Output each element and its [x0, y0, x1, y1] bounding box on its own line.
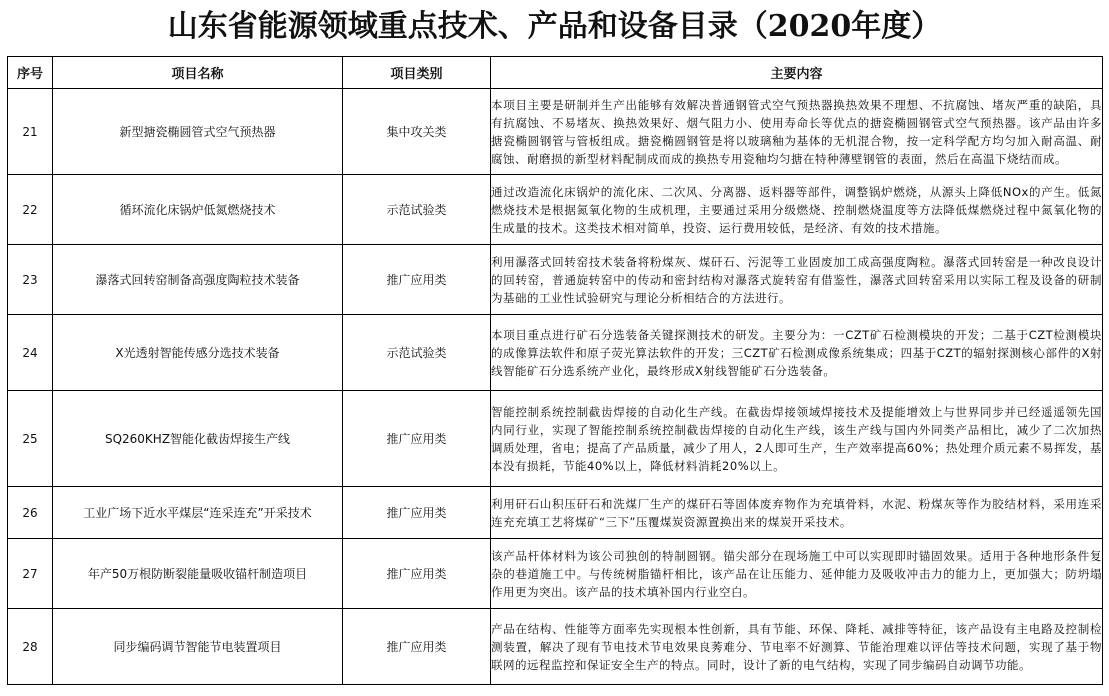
header-num: 序号: [8, 57, 53, 89]
table-row: [8, 539, 1103, 609]
row-num: 26: [8, 487, 53, 539]
row-content: [491, 539, 1103, 609]
row-name: SQ260KHZ智能化截齿焊接生产线: [53, 391, 343, 487]
row-name: X光透射智能传感分选技术装备: [53, 315, 343, 391]
row-num: 23: [8, 245, 53, 315]
table-row: [8, 315, 1103, 391]
row-num: 28: [8, 609, 53, 685]
row-category: 集中攻关类: [343, 89, 491, 175]
row-name: 瀑落式回转窑制备高强度陶粒技术装备: [53, 245, 343, 315]
row-content-text: 智能控制系统控制截齿焊接的自动化生产线。在截齿焊接领域焊接技术及提能增效上与世界同步并已经遥遥领先国内同行业，实现了智能控制系统控制截齿焊接的自动化生产线，该生产线与国内外同类产品相比，减少了二次加热调质处理，省电；提高了产品质量，减少了用人，2人即可生产，生产效率提高60%；热处理介质元素不易挥发，基本没有损耗，节能40%以上，降低材料消耗20%以上。: [491, 404, 1102, 473]
row-content-text: 利用瀑落式回转窑技术装备将粉煤灰、煤矸石、污泥等工业固废加工成高强度陶粒。瀑落式回转窑是一种改良设计的回转窑，普通旋转窑中的传动和密封结构对瀑落式旋转窑有借鉴性，瀑落式回转窑采用以实际工程及设备的研制为基础的工业性试验研究与理论分析相结合的方法进行。: [491, 254, 1102, 305]
row-num: 27: [8, 539, 53, 609]
table-row: [8, 391, 1103, 487]
table-header: [8, 57, 1103, 89]
table-body: [8, 89, 1103, 685]
row-category: 示范试验类: [343, 175, 491, 245]
table-row: [8, 487, 1103, 539]
header-name: 项目名称: [53, 57, 343, 89]
document-title: 山东省能源领域重点技术、产品和设备目录（2020年度）: [167, 9, 942, 44]
row-name: 工业广场下近水平煤层“连采连充”开采技术: [53, 487, 343, 539]
row-num: 25: [8, 391, 53, 487]
row-content: [491, 89, 1103, 175]
row-content-text: 利用矸石山积压矸石和洗煤厂生产的煤矸石等固体废弃物作为充填骨料，水泥、粉煤灰等作为胶结材料，采用连采连充充填工艺将煤矿“三下”压覆煤炭资源置换出来的煤炭开采技术。: [491, 496, 1102, 529]
catalog-table: [7, 56, 1103, 685]
row-num: 24: [8, 315, 53, 391]
row-name: 循环流化床锅炉低氮燃烧技术: [53, 175, 343, 245]
row-content: [491, 245, 1103, 315]
row-category: 推广应用类: [343, 609, 491, 685]
header-row: [8, 57, 1103, 89]
row-content: [491, 391, 1103, 487]
row-content-text: 产品在结构、性能等方面率先实现根本性创新，具有节能、环保、降耗、减排等特征，该产品设有主电路及控制检测装置，解决了现有节电技术节电效果良莠难分、节电率不好测算、节能治理难以评估等技术问题，实现了基于物联网的远程监控和保证安全生产的特点。同时，设计了新的电气结构，实现了同步编码自动调节功能。: [491, 621, 1102, 672]
row-content-text: 通过改造流化床锅炉的流化床、二次风、分离器、返料器等部件，调整锅炉燃烧，从源头上降低NOx的产生。低氮燃烧技术是根据氮氧化物的生成机理，主要通过采用分级燃烧、控制燃烧温度等方法降低煤燃烧过程中氮氧化物的生成量的技术。这类技术相对简单，投资、运行费用较低，是经济、有效的技术措施。: [491, 184, 1102, 235]
row-content: [491, 609, 1103, 685]
row-name: 同步编码调节智能节电装置项目: [53, 609, 343, 685]
row-num: 22: [8, 175, 53, 245]
row-content: [491, 175, 1103, 245]
row-category: 示范试验类: [343, 315, 491, 391]
header-content: 主要内容: [491, 57, 1103, 89]
row-category: 推广应用类: [343, 245, 491, 315]
row-num: 21: [8, 89, 53, 175]
row-category: 推广应用类: [343, 487, 491, 539]
row-name: 年产50万根防断裂能量吸收锚杆制造项目: [53, 539, 343, 609]
table-row: [8, 609, 1103, 685]
table-row: [8, 89, 1103, 175]
row-content: [491, 315, 1103, 391]
row-content: [491, 487, 1103, 539]
row-category: 推广应用类: [343, 539, 491, 609]
row-name: 新型搪瓷椭圆管式空气预热器: [53, 89, 343, 175]
row-content-text: 本项目主要是研制并生产出能够有效解决普通钢管式空气预热器换热效果不理想、不抗腐蚀、堵灰严重的缺陷，具有抗腐蚀、不易堵灰、换热效果好、烟气阻力小、使用寿命长等优点的搪瓷椭圆钢管式空气预热器。该产品由许多搪瓷椭圆钢管与管板组成。搪瓷椭圆钢管是将以玻璃釉为基体的无机混合物，按一定科学配方均匀加入耐高温、耐腐蚀、耐磨损的新型材料配制成而成的换热专用瓷釉均匀搪在特种薄壁钢管的表面，然后在高温下烧结而成。: [491, 97, 1102, 166]
header-category: 项目类别: [343, 57, 491, 89]
row-content-text: 本项目重点进行矿石分选装备关键探测技术的研发。主要分为：一CZT矿石检测模块的开发；二基于CZT检测模块的成像算法软件和原子荧光算法软件的开发；三CZT矿石检测成像系统集成；四基于CZT的辐射探测核心部件的X射线智能矿石分选系统产业化，最终形成X射线智能矿石分选装备。: [491, 327, 1102, 378]
table-row: [8, 175, 1103, 245]
row-category: 推广应用类: [343, 391, 491, 487]
row-content-text: 该产品杆体材料为该公司独创的特制圆钢。锚尖部分在现场施工中可以实现即时锚固效果。适用于各种地形条件复杂的巷道施工中。与传统树脂锚杆相比，该产品在让压能力、延伸能力及吸收冲击力的能力上，更加强大；防坍塌作用更为突出。该产品的技术填补国内行业空白。: [491, 548, 1102, 599]
table-row: [8, 245, 1103, 315]
